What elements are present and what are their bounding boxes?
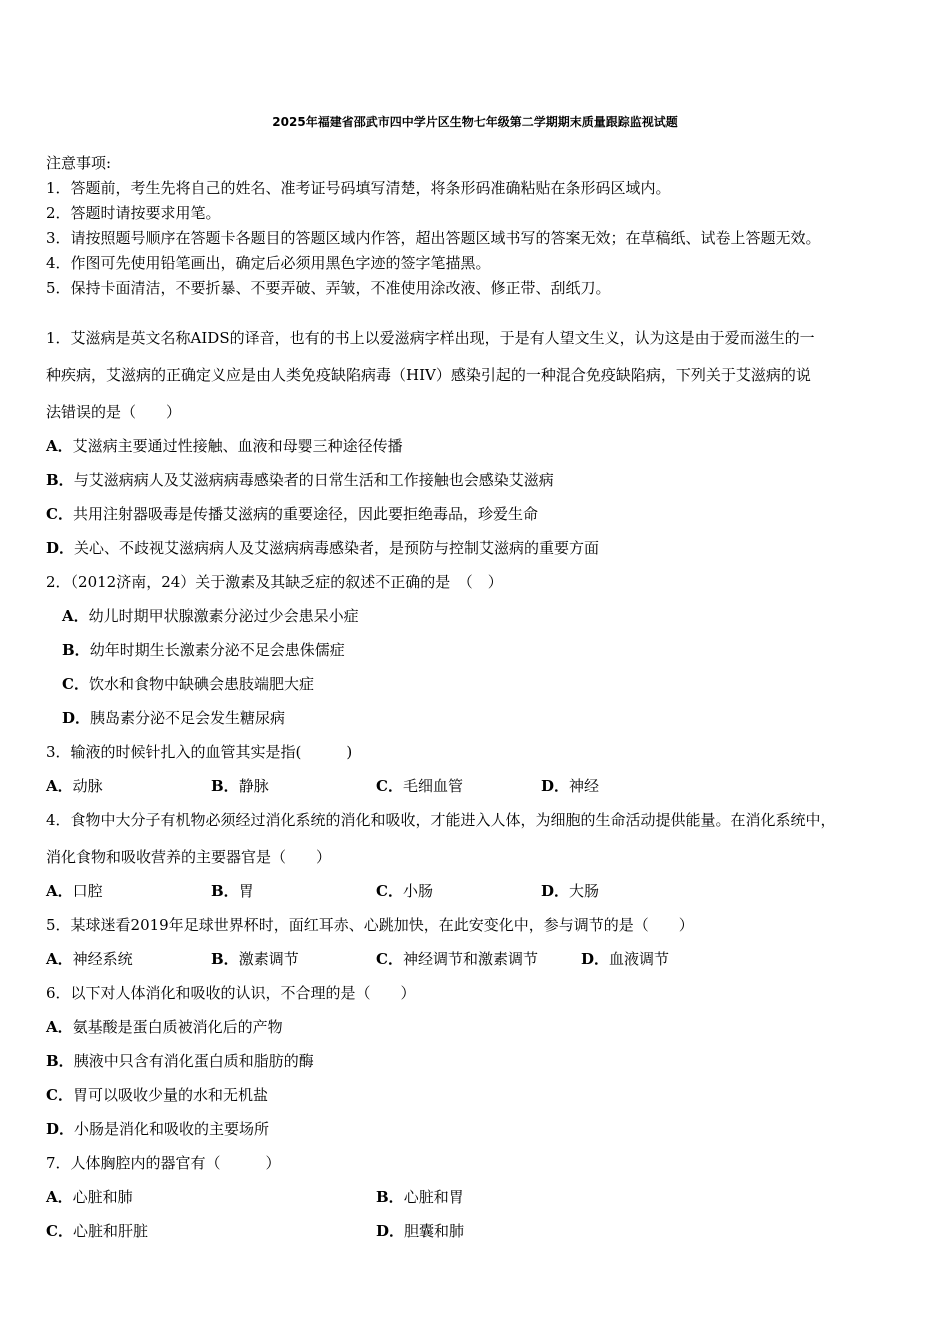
option-label: D．: [541, 882, 570, 900]
question-stem: 3．输液的时候针扎入的血管其实是指( ): [46, 743, 353, 761]
option-label: D．: [62, 709, 91, 727]
option-d: [581, 948, 669, 969]
option-a: [46, 880, 103, 901]
option-a: [46, 1186, 133, 1207]
option-label: D．: [581, 950, 610, 968]
notice-item: 3．请按照题号顺序在答题卡各题目的答题区域内作答，超出答题区域书写的答案无效；在草稿纸、试卷上答题无效。: [46, 229, 821, 247]
notice-item: 4．作图可先使用铅笔画出，确定后必须用黑色字迹的签字笔描黑。: [46, 254, 491, 272]
option-d: [376, 1220, 464, 1241]
option-text: 神经系统: [72, 950, 133, 968]
option-b: [211, 775, 269, 796]
option-text: 小肠是消化和吸收的主要场所: [74, 1120, 270, 1138]
option-c: [46, 1220, 148, 1241]
option-label: D．: [541, 777, 570, 795]
option-label: D．: [46, 1120, 75, 1138]
option-label: C．: [376, 777, 403, 795]
option-d: [541, 775, 599, 796]
option-text: 幼年时期生长激素分泌不足会患侏儒症: [89, 641, 345, 659]
option-text: 激素调节: [238, 950, 299, 968]
option-text: 大肠: [569, 882, 600, 900]
option-text: 神经: [569, 777, 600, 795]
notice-item: 2．答题时请按要求用笔。: [46, 204, 221, 222]
option-label: B．: [211, 882, 239, 900]
question-stem: 法错误的是（ ）: [46, 403, 182, 421]
question-stem: 5．某球迷看2019年足球世界杯时，面红耳赤、心跳加快，在此安变化中，参与调节的是（ ）: [46, 916, 694, 934]
option-label: B．: [62, 641, 90, 659]
option-label: B．: [376, 1188, 404, 1206]
option-label: A．: [46, 1018, 73, 1036]
option-label: A．: [46, 437, 73, 455]
question-stem: 1．艾滋病是英文名称AIDS的译音，也有的书上以爱滋病字样出现，于是有人望文生义，认为这是由于爱而滋生的一: [46, 329, 815, 347]
option-text: 心脏和胃: [403, 1188, 464, 1206]
option-label: C．: [46, 1086, 73, 1104]
option-label: C．: [376, 950, 403, 968]
option-text: 共用注射器吸毒是传播艾滋病的重要途径，因此要拒绝毒品，珍爱生命: [72, 505, 538, 523]
option-text: 胆囊和肺: [404, 1222, 465, 1240]
question-stem: 4．食物中大分子有机物必须经过消化系统的消化和吸收，才能进入人体，为细胞的生命活动提供能量。在消化系统中，: [46, 811, 836, 829]
option-b: [211, 880, 254, 901]
option-text: 动脉: [72, 777, 103, 795]
option-d: [541, 880, 599, 901]
option-d: [62, 707, 285, 728]
option-b: [46, 469, 554, 490]
option-label: A．: [62, 607, 89, 625]
option-text: 关心、不歧视艾滋病病人及艾滋病病毒感染者，是预防与控制艾滋病的重要方面: [74, 539, 600, 557]
option-text: 毛细血管: [402, 777, 463, 795]
option-label: C．: [62, 675, 89, 693]
option-b: [62, 639, 345, 660]
option-label: C．: [376, 882, 403, 900]
option-a: [46, 775, 103, 796]
option-c: [62, 673, 314, 694]
option-label: B．: [46, 1052, 74, 1070]
option-a: [62, 605, 359, 626]
option-text: 胃: [238, 882, 254, 900]
option-text: 神经调节和激素调节: [402, 950, 538, 968]
option-text: 与艾滋病病人及艾滋病病毒感染者的日常生活和工作接触也会感染艾滋病: [73, 471, 554, 489]
option-c: [376, 775, 463, 796]
option-text: 胰液中只含有消化蛋白质和脂肪的酶: [73, 1052, 314, 1070]
option-b: [376, 1186, 464, 1207]
option-text: 艾滋病主要通过性接触、血液和母婴三种途径传播: [72, 437, 403, 455]
option-c: [376, 948, 538, 969]
option-a: [46, 948, 133, 969]
option-label: D．: [46, 539, 75, 557]
option-label: A．: [46, 1188, 73, 1206]
option-c: [46, 503, 538, 524]
option-label: B．: [211, 950, 239, 968]
option-text: 小肠: [402, 882, 433, 900]
option-d: [46, 537, 599, 558]
option-label: D．: [376, 1222, 405, 1240]
option-text: 胃可以吸收少量的水和无机盐: [72, 1086, 268, 1104]
option-text: 胰岛素分泌不足会发生糖尿病: [90, 709, 286, 727]
option-label: B．: [211, 777, 239, 795]
option-text: 心脏和肺: [72, 1188, 133, 1206]
option-label: B．: [46, 471, 74, 489]
option-c: [46, 1084, 268, 1105]
option-d: [46, 1118, 269, 1139]
option-text: 血液调节: [609, 950, 670, 968]
option-label: A．: [46, 777, 73, 795]
question-stem: 2．（2012济南，24）关于激素及其缺乏症的叙述不正确的是 （ ）: [46, 573, 503, 591]
notice-heading: 注意事项:: [46, 154, 112, 172]
option-label: A．: [46, 882, 73, 900]
option-label: C．: [46, 505, 73, 523]
option-b: [211, 948, 299, 969]
option-label: C．: [46, 1222, 73, 1240]
question-stem: 消化食物和吸收营养的主要器官是（ ）: [46, 848, 332, 866]
option-text: 心脏和肝脏: [72, 1222, 148, 1240]
notice-item: 1．答题前，考生先将自己的姓名、准考证号码填写清楚，将条形码准确粘贴在条形码区域内。: [46, 179, 671, 197]
option-a: [46, 435, 403, 456]
option-b: [46, 1050, 314, 1071]
option-c: [376, 880, 433, 901]
page-title: 2025年福建省邵武市四中学片区生物七年级第二学期期末质量跟踪监视试题: [272, 115, 678, 129]
option-text: 饮水和食物中缺碘会患肢端肥大症: [88, 675, 314, 693]
option-a: [46, 1016, 283, 1037]
question-stem: 7．人体胸腔内的器官有（ ）: [46, 1154, 281, 1172]
option-text: 氨基酸是蛋白质被消化后的产物: [72, 1018, 283, 1036]
question-stem: 种疾病，艾滋病的正确定义应是由人类免疫缺陷病毒（HIV）感染引起的一种混合免疫缺陷病，下列关于艾滋病的说: [46, 366, 811, 384]
option-text: 幼儿时期甲状腺激素分泌过少会患呆小症: [88, 607, 359, 625]
option-text: 静脉: [238, 777, 269, 795]
option-label: A．: [46, 950, 73, 968]
notice-item: 5．保持卡面清洁，不要折暴、不要弄破、弄皱，不准使用涂改液、修正带、刮纸刀。: [46, 279, 611, 297]
question-stem: 6．以下对人体消化和吸收的认识，不合理的是（ ）: [46, 984, 416, 1002]
option-text: 口腔: [72, 882, 103, 900]
